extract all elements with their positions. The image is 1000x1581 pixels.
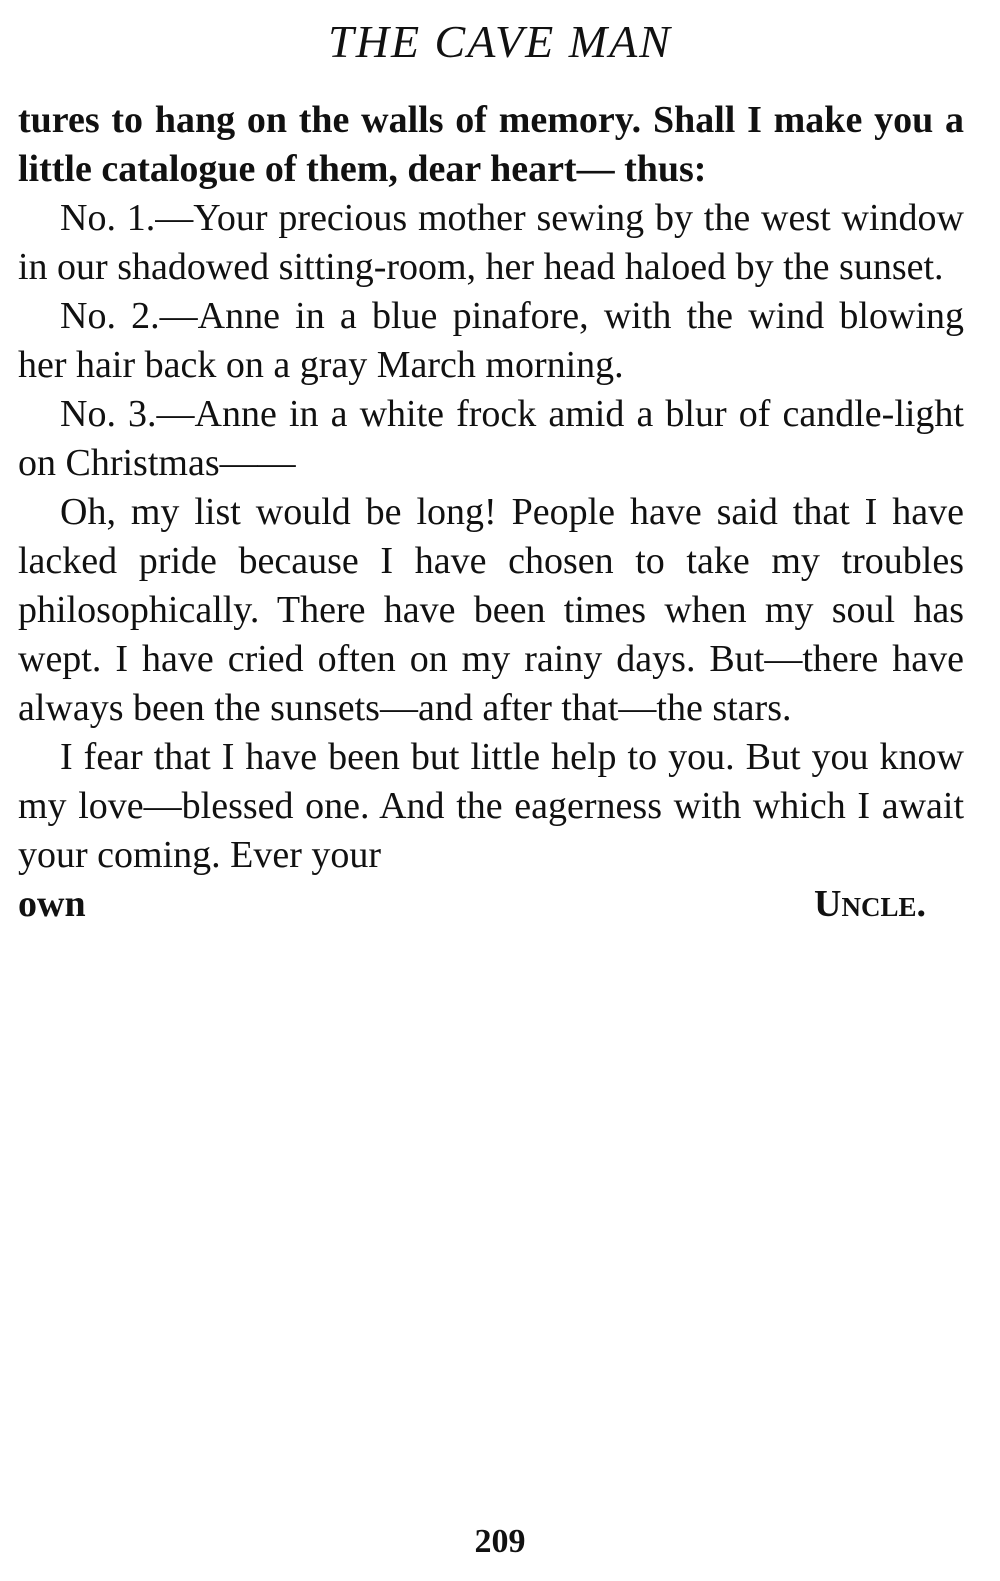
- paragraph-list-reflection: Oh, my list would be long! People have said that I have lacked pride because I have chosen to take my troubles philosophically. There have been times when my soul has wept. I have cried often on my rainy days. But—there have always been the sunsets—and after that—the stars.: [18, 491, 964, 729]
- page-body: [18, 96, 964, 929]
- paragraph-catalogue-item-2: No. 2.—Anne in a blue pinafore, with the wind blowing her hair back on a gray March morning.: [18, 295, 964, 386]
- letter-signoff: [18, 880, 926, 929]
- paragraph-continuation: tures to hang on the walls of memory. Shall I make you a little catalogue of them, dear heart— thus:: [18, 99, 964, 190]
- running-head-title: THE CAVE MAN: [328, 16, 672, 67]
- signature: Uncle.: [814, 883, 926, 925]
- paragraph-closing-letter: I fear that I have been but little help to you. But you know my love—blessed one. And the eagerness with which I await your coming. Ever your: [18, 736, 964, 876]
- paragraph-catalogue-item-1: No. 1.—Your precious mother sewing by the west window in our shadowed sitting-room, her head haloed by the sunset.: [18, 197, 964, 288]
- signoff-word: own: [18, 883, 86, 925]
- paragraph-catalogue-item-3: No. 3.—Anne in a white frock amid a blur of candle-light on Christmas——: [18, 393, 964, 484]
- page-number: 209: [474, 1523, 526, 1560]
